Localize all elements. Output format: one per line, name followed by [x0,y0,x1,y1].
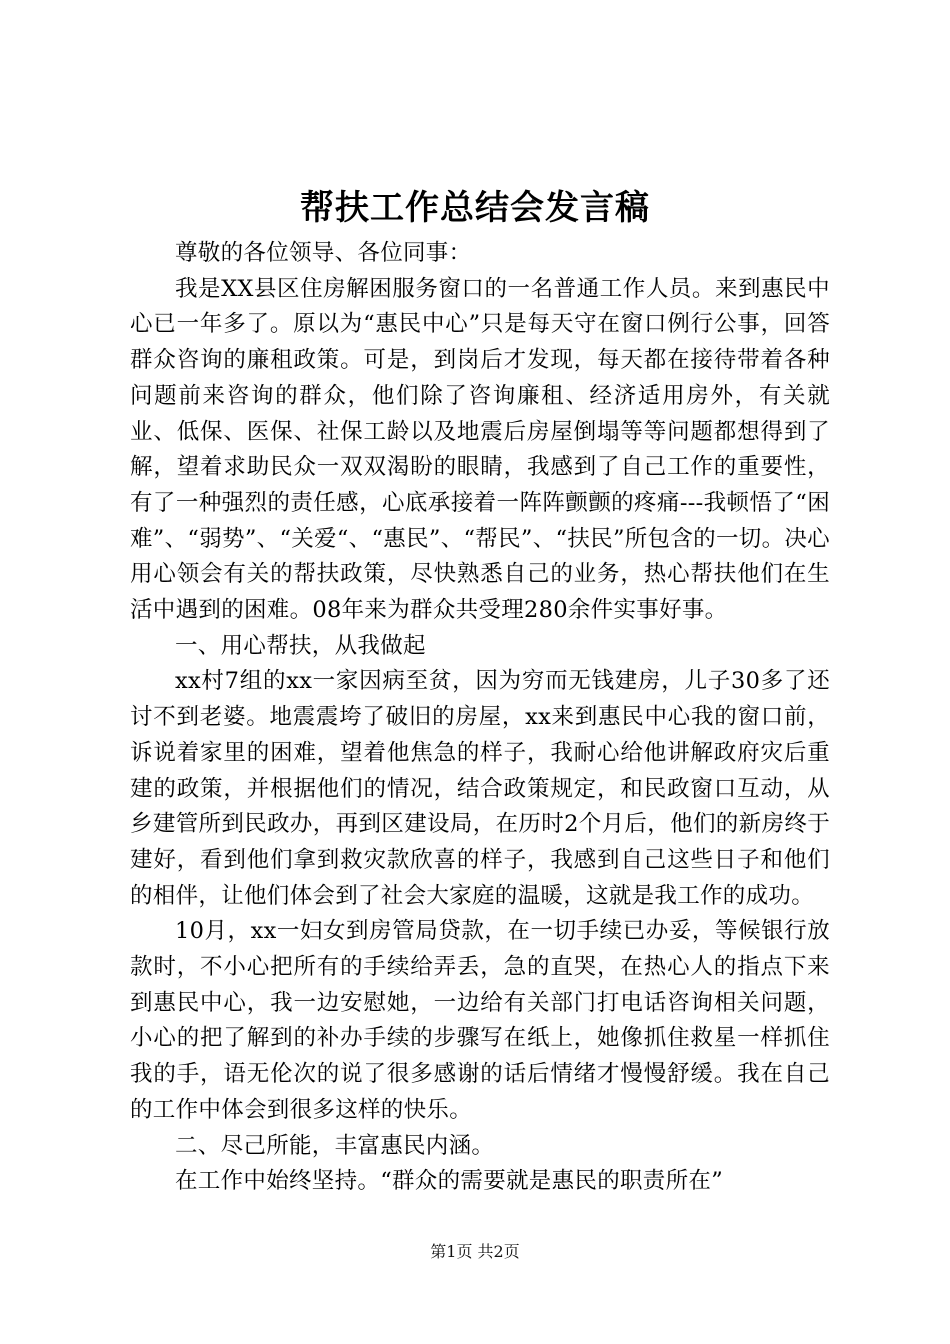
salutation-paragraph: 尊敬的各位领导、各位同事： [175,240,472,266]
body-paragraph: 在工作中始终坚持。“群众的需要就是惠民的职责所在” [175,1168,724,1195]
body-paragraph: 我是XX县区住房解困服务窗口的一名普通工作人员。来到惠民中心已一年多了。原以为“惠民中心”只是每天守在窗口例行公事，回答群众咨询的廉租政策。可是，到岗后才发现，每天都在接待带着各种问题前来咨询的群众，他们除了咨询廉租、经济适用房外，有关就业、低保、医保、社保工龄以及地震后房屋倒塌等等问题都想得到了解，望着求助民众一双双渴盼的眼睛，我感到了自己工作的重要性，有了一种强烈的责任感，心底承接着一阵阵颤颤的疼痛---我顿悟了“困难”、“弱势”、“关爱“、“惠民”、“帮民”、“扶民”所包含的一切。决心用心领会有关的帮扶政策，尽快熟悉自己的业务，热心帮扶他们在生活中遇到的困难。08年来为群众共受理280余件实事好事。 [130,275,830,624]
body-paragraph: 10月，xx一妇女到房管局贷款，在一切手续已办妥，等候银行放款时，不小心把所有的手续给弄丢，急的直哭，在热心人的指点下来到惠民中心，我一边安慰她，一边给有关部门打电话咨询相关问题，小心的把了解到的补办手续的步骤写在纸上，她像抓住救星一样抓住我的手，语无伦次的说了很多感谢的话后情绪才慢慢舒缓。我在自己的工作中体会到很多这样的快乐。 [130,918,830,1123]
body-paragraph: xx村7组的xx一家因病至贫，因为穷而无钱建房，儿子30多了还讨不到老婆。地震震垮了破旧的房屋，xx来到惠民中心我的窗口前，诉说着家里的困难，望着他焦急的样子，我耐心给他讲解政府灾后重建的政策，并根据他们的情况，结合政策规定，和民政窗口互动，从乡建管所到民政办，再到区建设局，在历时2个月后，他们的新房终于建好，看到他们拿到救灾款欣喜的样子，我感到自己这些日子和他们的相伴，让他们体会到了社会大家庭的温暖，这就是我工作的成功。 [130,668,830,909]
document-body [130,236,830,1200]
page-number-footer: 第1页 共2页 [430,1242,520,1261]
section-heading: 二、尽己所能，丰富惠民内涵。 [175,1132,495,1159]
section-heading: 一、用心帮扶，从我做起 [175,632,426,659]
document-title: 帮扶工作总结会发言稿 [300,188,650,228]
